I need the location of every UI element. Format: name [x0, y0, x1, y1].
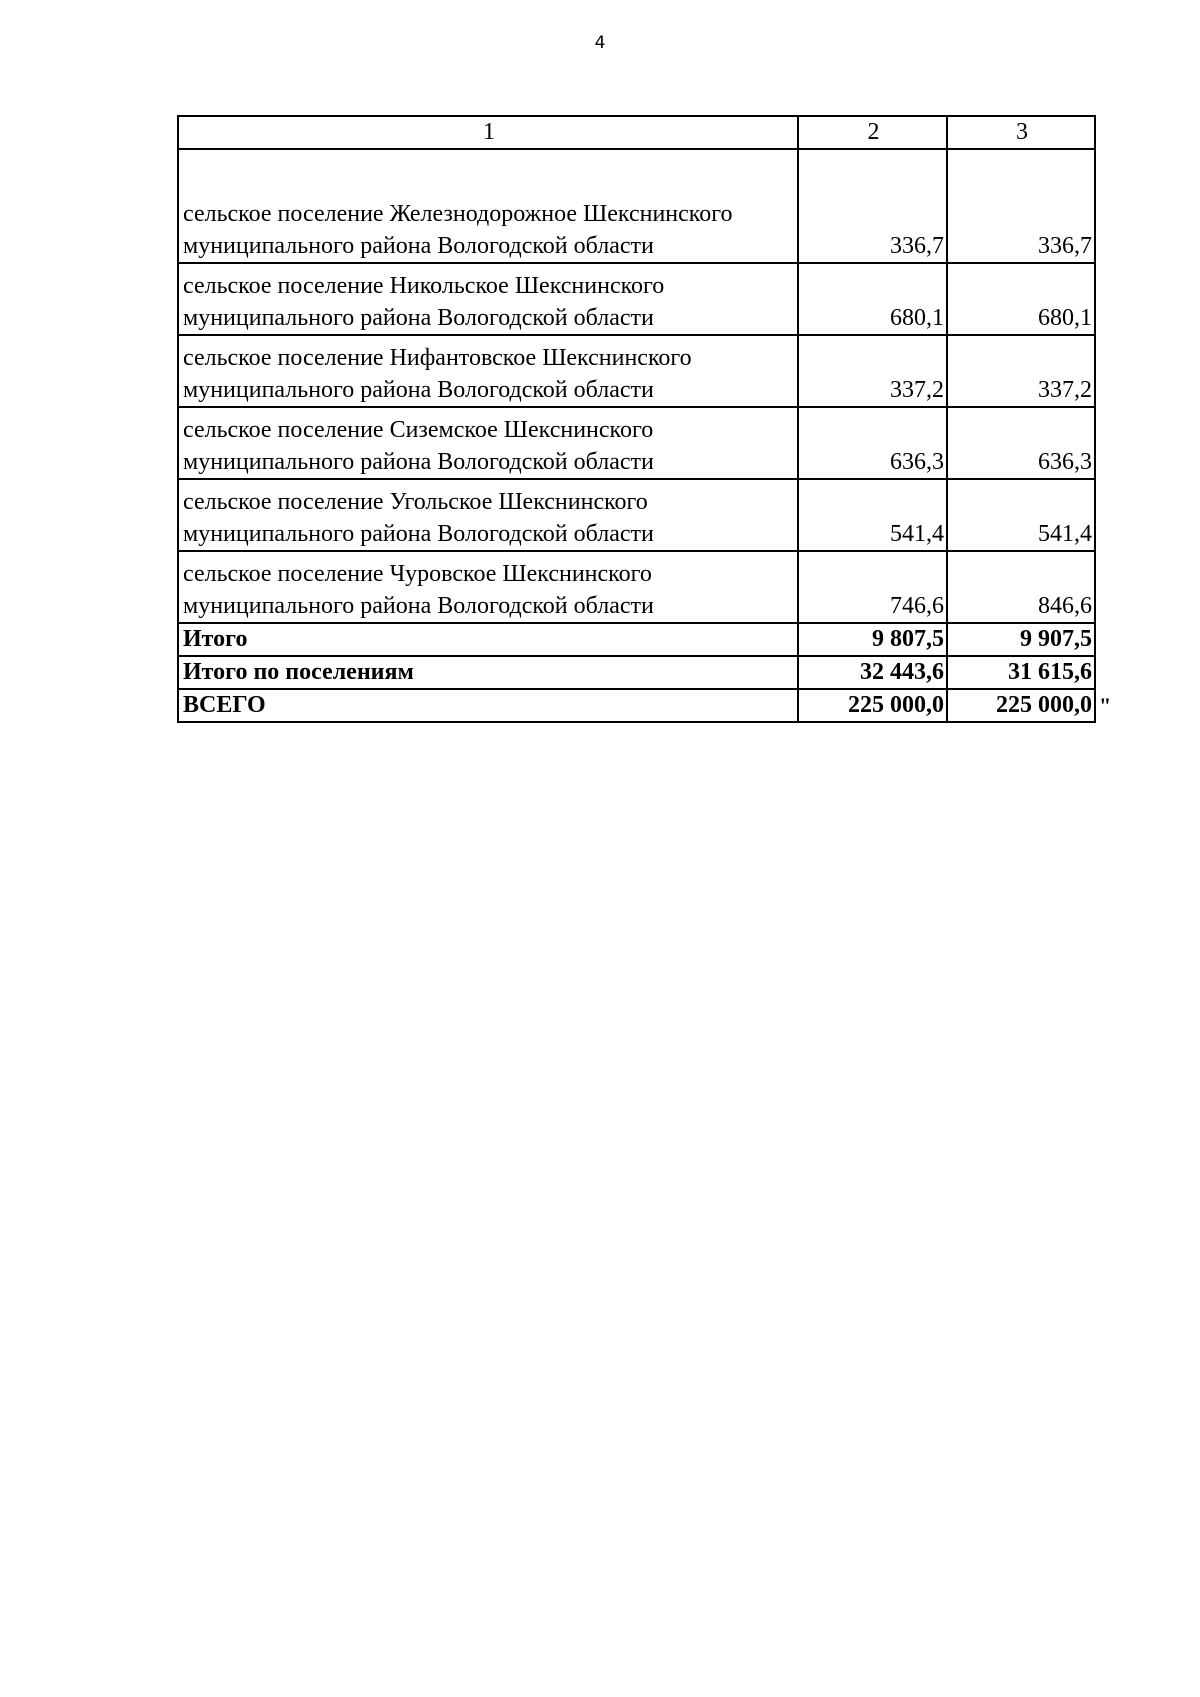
- header-col-2: 2: [798, 116, 947, 149]
- total-col-3: 225 000,0: [947, 689, 1095, 722]
- table-row: [178, 335, 1095, 407]
- value-col-3: 337,2: [947, 335, 1095, 407]
- total-label: ВСЕГО: [178, 689, 798, 722]
- value-col-3: 336,7: [947, 149, 1095, 263]
- value-col-3: 846,6: [947, 551, 1095, 623]
- total-col-3: 9 907,5: [947, 623, 1095, 656]
- total-row-settlements: [178, 656, 1095, 689]
- settlement-name: сельское поселение Железнодорожное Шекснинского муниципального района Вологодской области: [178, 149, 798, 263]
- total-col-2: 225 000,0: [798, 689, 947, 722]
- value-col-2: 746,6: [798, 551, 947, 623]
- closing-quote-mark: ": [1099, 693, 1112, 718]
- value-col-3: 636,3: [947, 407, 1095, 479]
- total-col-2: 32 443,6: [798, 656, 947, 689]
- budget-table: [177, 115, 1096, 723]
- value-col-2: 541,4: [798, 479, 947, 551]
- total-row-subtotal: [178, 623, 1095, 656]
- header-col-3: 3: [947, 116, 1095, 149]
- total-col-2: 9 807,5: [798, 623, 947, 656]
- header-col-1: 1: [178, 116, 798, 149]
- settlement-name: сельское поселение Чуровское Шекснинского муниципального района Вологодской области: [178, 551, 798, 623]
- table-row: [178, 149, 1095, 263]
- value-col-2: 680,1: [798, 263, 947, 335]
- table-header-row: [178, 116, 1095, 149]
- value-col-3: 541,4: [947, 479, 1095, 551]
- settlement-name: сельское поселение Никольское Шекснинского муниципального района Вологодской области: [178, 263, 798, 335]
- value-col-2: 636,3: [798, 407, 947, 479]
- page-number: 4: [594, 33, 606, 53]
- table-row: [178, 407, 1095, 479]
- total-row-grand: [178, 689, 1095, 722]
- total-col-3: 31 615,6: [947, 656, 1095, 689]
- settlement-name: сельское поселение Сиземское Шекснинского муниципального района Вологодской области: [178, 407, 798, 479]
- settlement-name: сельское поселение Угольское Шекснинского муниципального района Вологодской области: [178, 479, 798, 551]
- total-label: Итого по поселениям: [178, 656, 798, 689]
- table-row: [178, 551, 1095, 623]
- total-label: Итого: [178, 623, 798, 656]
- table-row: [178, 479, 1095, 551]
- table-row: [178, 263, 1095, 335]
- value-col-2: 336,7: [798, 149, 947, 263]
- settlement-name: сельское поселение Нифантовское Шекснинского муниципального района Вологодской области: [178, 335, 798, 407]
- value-col-2: 337,2: [798, 335, 947, 407]
- value-col-3: 680,1: [947, 263, 1095, 335]
